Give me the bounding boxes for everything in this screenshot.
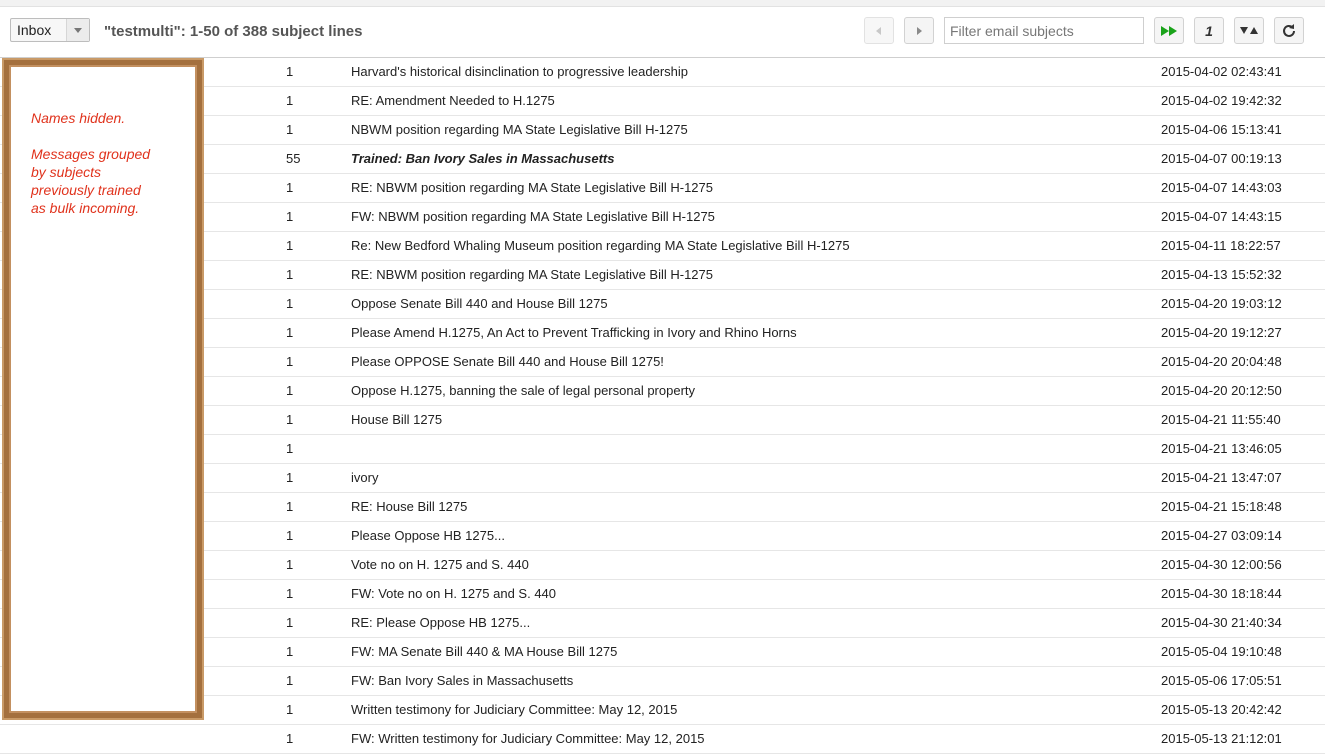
refresh-icon <box>1281 23 1297 39</box>
date-text: 2015-04-02 19:42:32 <box>1161 93 1282 108</box>
subject-text[interactable]: FW: NBWM position regarding MA State Legislative Bill H-1275 <box>351 209 715 224</box>
message-count: 1 <box>286 441 294 456</box>
annotation-line: Names hidden. <box>31 110 126 126</box>
sort-button[interactable] <box>1234 17 1264 44</box>
subject-text[interactable]: House Bill 1275 <box>351 412 443 427</box>
date-text: 2015-04-30 12:00:56 <box>1161 557 1282 572</box>
message-count: 1 <box>286 296 294 311</box>
subject-text[interactable]: FW: Ban Ivory Sales in Massachusetts <box>351 673 574 688</box>
annotation-line: previously trained <box>31 182 141 198</box>
message-count: 1 <box>286 528 294 543</box>
message-count: 1 <box>286 209 294 224</box>
prev-page-button[interactable] <box>864 17 894 44</box>
date-text: 2015-05-13 21:12:01 <box>1161 731 1282 746</box>
next-page-button[interactable] <box>904 17 934 44</box>
message-count: 1 <box>286 499 294 514</box>
message-count: 1 <box>286 615 294 630</box>
subject-text[interactable]: Vote no on H. 1275 and S. 440 <box>351 557 529 572</box>
date-text: 2015-04-20 19:12:27 <box>1161 325 1282 340</box>
message-count: 1 <box>286 731 294 746</box>
message-count: 55 <box>286 151 301 166</box>
subject-text[interactable]: Trained: Ban Ivory Sales in Massachusetts <box>351 151 615 166</box>
message-count: 1 <box>286 470 294 485</box>
page-number-button[interactable]: 1 <box>1194 17 1224 44</box>
subject-text[interactable]: FW: Vote no on H. 1275 and S. 440 <box>351 586 557 601</box>
date-text: 2015-04-21 15:18:48 <box>1161 499 1282 514</box>
message-count: 1 <box>286 702 294 717</box>
date-text: 2015-04-06 15:13:41 <box>1161 122 1282 137</box>
date-text: 2015-04-07 00:19:13 <box>1161 151 1282 166</box>
subject-text[interactable]: Oppose H.1275, banning the sale of legal personal property <box>351 383 696 398</box>
date-text: 2015-04-30 18:18:44 <box>1161 586 1282 601</box>
date-text: 2015-04-20 20:12:50 <box>1161 383 1282 398</box>
subject-text[interactable]: RE: NBWM position regarding MA State Legislative Bill H-1275 <box>351 267 713 282</box>
message-count: 1 <box>286 325 294 340</box>
date-text: 2015-04-02 02:43:41 <box>1161 64 1282 79</box>
message-count: 1 <box>286 673 294 688</box>
message-count: 1 <box>286 557 294 572</box>
message-count: 1 <box>286 354 294 369</box>
message-count: 1 <box>286 122 294 137</box>
subject-text[interactable]: Oppose Senate Bill 440 and House Bill 1275 <box>351 296 608 311</box>
date-text: 2015-04-21 11:55:40 <box>1161 412 1281 427</box>
subject-text[interactable]: RE: NBWM position regarding MA State Legislative Bill H-1275 <box>351 180 713 195</box>
subject-text[interactable]: RE: Please Oppose HB 1275... <box>351 615 531 630</box>
message-count: 1 <box>286 64 294 79</box>
date-text: 2015-04-27 03:09:14 <box>1161 528 1282 543</box>
date-text: 2015-04-07 14:43:15 <box>1161 209 1282 224</box>
annotation-line: by subjects <box>31 164 102 180</box>
subject-text[interactable]: FW: Written testimony for Judiciary Committee: May 12, 2015 <box>351 731 705 746</box>
subject-text[interactable]: FW: MA Senate Bill 440 & MA House Bill 1275 <box>351 644 618 659</box>
toolbar <box>0 7 1325 58</box>
message-count: 1 <box>286 238 294 253</box>
chevron-down-icon[interactable] <box>66 19 89 41</box>
subject-text[interactable]: Harvard's historical disinclination to progressive leadership <box>351 64 689 79</box>
message-count: 1 <box>286 93 294 108</box>
caret-left-icon <box>874 26 884 36</box>
annotation-callout <box>4 60 202 718</box>
message-count: 1 <box>286 267 294 282</box>
annotation-line: Messages grouped <box>31 146 151 162</box>
message-count: 1 <box>286 412 294 427</box>
subject-text[interactable]: NBWM position regarding MA State Legislative Bill H-1275 <box>351 122 688 137</box>
refresh-button[interactable] <box>1274 17 1304 44</box>
folder-select-value: Inbox <box>17 22 52 38</box>
subject-text[interactable]: Re: New Bedford Whaling Museum position regarding MA State Legislative Bill H-1275 <box>351 238 850 253</box>
date-text: 2015-05-04 19:10:48 <box>1161 644 1282 659</box>
caret-right-icon <box>914 26 924 36</box>
date-text: 2015-05-06 17:05:51 <box>1161 673 1282 688</box>
date-text: 2015-05-13 20:42:42 <box>1161 702 1282 717</box>
fast-forward-icon <box>1159 25 1179 37</box>
folder-select[interactable] <box>10 18 90 42</box>
fast-forward-button[interactable] <box>1154 17 1184 44</box>
subject-text[interactable]: Please Oppose HB 1275... <box>351 528 505 543</box>
date-text: 2015-04-21 13:47:07 <box>1161 470 1282 485</box>
date-text: 2015-04-20 19:03:12 <box>1161 296 1282 311</box>
subject-text[interactable]: ivory <box>351 470 379 485</box>
window-top-strip <box>0 0 1325 7</box>
date-text: 2015-04-21 13:46:05 <box>1161 441 1282 456</box>
date-text: 2015-04-30 21:40:34 <box>1161 615 1282 630</box>
message-count: 1 <box>286 586 294 601</box>
message-count: 1 <box>286 644 294 659</box>
message-count: 1 <box>286 180 294 195</box>
table-row[interactable] <box>0 725 1325 754</box>
sort-toggle-icon <box>1239 25 1259 37</box>
annotation-line: as bulk incoming. <box>31 200 140 216</box>
date-text: 2015-04-13 15:52:32 <box>1161 267 1282 282</box>
subject-text[interactable]: Written testimony for Judiciary Committee: May 12, 2015 <box>351 702 678 717</box>
page-title: "testmulti": 1-50 of 388 subject lines <box>104 23 363 40</box>
subject-text[interactable]: RE: Amendment Needed to H.1275 <box>351 93 555 108</box>
message-count: 1 <box>286 383 294 398</box>
subject-text[interactable]: Please OPPOSE Senate Bill 440 and House Bill 1275! <box>351 354 664 369</box>
date-text: 2015-04-07 14:43:03 <box>1161 180 1282 195</box>
subject-text[interactable]: RE: House Bill 1275 <box>351 499 468 514</box>
date-text: 2015-04-20 20:04:48 <box>1161 354 1282 369</box>
subject-text[interactable]: Please Amend H.1275, An Act to Prevent Trafficking in Ivory and Rhino Horns <box>351 325 797 340</box>
date-text: 2015-04-11 18:22:57 <box>1161 238 1281 253</box>
filter-input[interactable] <box>944 17 1144 44</box>
